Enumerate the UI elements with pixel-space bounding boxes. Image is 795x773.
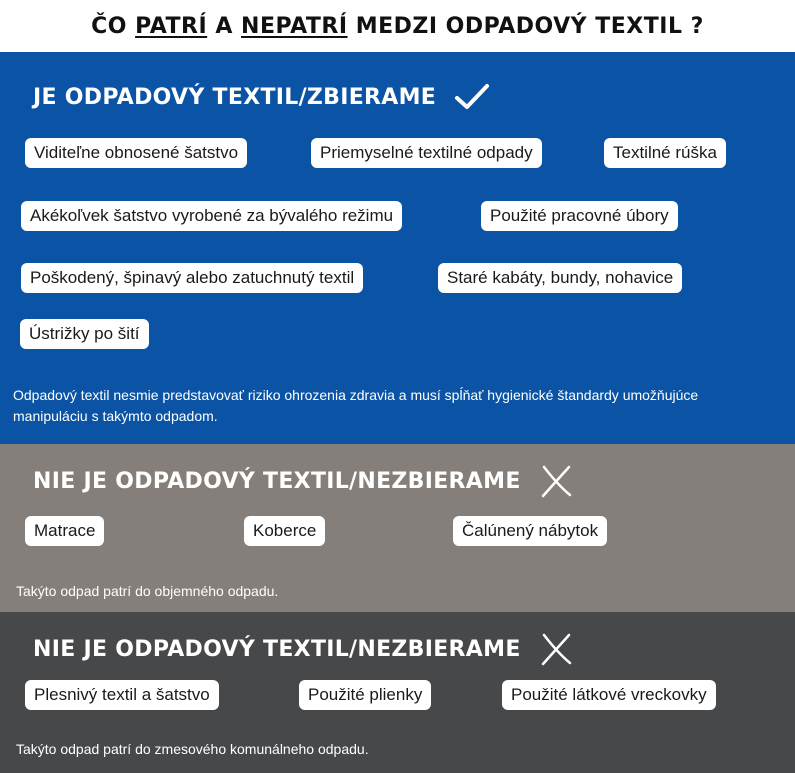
section-heading-text: NIE JE ODPADOVÝ TEXTIL/NEZBIERAME	[33, 468, 521, 494]
title-text: MEDZI ODPADOVÝ TEXTIL ?	[347, 14, 704, 39]
section-heading	[33, 464, 573, 498]
section-not-collected-mixed	[0, 612, 795, 773]
item-pill: Matrace	[25, 516, 104, 546]
cross-icon	[539, 464, 573, 498]
item-pill: Čalúnený nábytok	[453, 516, 607, 546]
item-pill: Priemyselné textilné odpady	[311, 138, 542, 168]
section-not-collected-bulky	[0, 444, 795, 612]
item-pill: Akékoľvek šatstvo vyrobené za bývalého režimu	[21, 201, 402, 231]
section-note: Takýto odpad patrí do zmesového komunálneho odpadu.	[16, 741, 369, 757]
page-title	[0, 0, 795, 52]
item-pill: Použité pracovné úbory	[481, 201, 678, 231]
item-pill: Viditeľne obnosené šatstvo	[25, 138, 247, 168]
check-icon	[454, 82, 490, 112]
item-pill: Plesnivý textil a šatstvo	[25, 680, 219, 710]
section-heading	[33, 632, 573, 666]
title-text: A	[207, 14, 242, 39]
title-underlined-belongs: PATRÍ	[135, 14, 208, 39]
item-pill: Staré kabáty, bundy, nohavice	[438, 263, 682, 293]
title-text: ČO	[91, 14, 136, 39]
section-heading	[33, 82, 490, 112]
item-pill: Koberce	[244, 516, 325, 546]
item-pill: Použité plienky	[299, 680, 431, 710]
section-heading-text: JE ODPADOVÝ TEXTIL/ZBIERAME	[33, 84, 437, 110]
item-pill: Použité látkové vreckovky	[502, 680, 716, 710]
section-collected	[0, 52, 795, 444]
item-pill: Ústrižky po šití	[20, 319, 149, 349]
item-pill: Textilné rúška	[604, 138, 726, 168]
section-note: Takýto odpad patrí do objemného odpadu.	[16, 583, 279, 599]
section-heading-text: NIE JE ODPADOVÝ TEXTIL/NEZBIERAME	[33, 636, 521, 662]
title-underlined-not-belongs: NEPATRÍ	[241, 14, 348, 39]
section-note: Odpadový textil nesmie predstavovať riziko ohrozenia zdravia a musí spĺňať hygienické štandardy umožňujúce manipuláciu s takýmto odpadom.	[13, 387, 699, 424]
cross-icon	[539, 632, 573, 666]
item-pill: Poškodený, špinavý alebo zatuchnutý textil	[21, 263, 363, 293]
